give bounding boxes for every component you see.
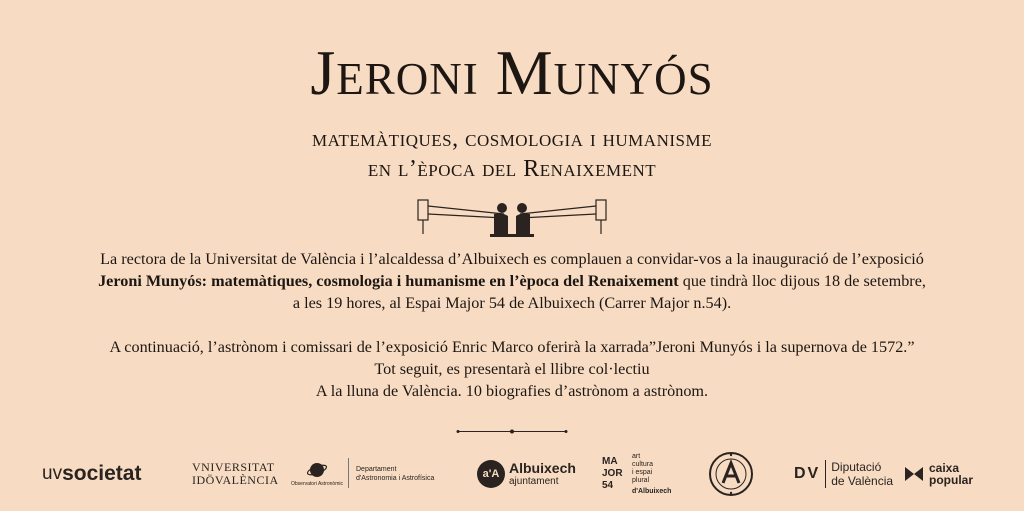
major-line-3: i espai (632, 468, 653, 476)
major-54-logo (602, 446, 671, 502)
albuixech-mark: a'A (477, 460, 505, 488)
observatory-name: Observatori Astronòmic (291, 481, 343, 487)
subtitle-line-2: en l’època del Renaixement (367, 156, 657, 182)
major-54-letters: MA JOR 54 (602, 456, 623, 491)
albuixech-subtitle: ajuntament (509, 476, 559, 487)
decorative-divider-icon (456, 429, 568, 434)
department-line-2: d'Astronomia i Astrofísica (356, 475, 435, 482)
astronomical-society-seal (708, 446, 754, 502)
invitation-line-5: Tot seguit, es presentarà el llibre col·lectiu (374, 360, 650, 378)
diputacio-line-1: Diputació (831, 460, 882, 474)
caixa-popular-line-2: popular (929, 473, 973, 487)
astronomy-seal-icon (708, 451, 754, 497)
sponsor-logos (0, 446, 1024, 506)
invitation-line-4: A continuació, l’astrònom i comissari de l’exposició Enric Marco oferirà la xarrada”Jeroni Munyós i la supernova de 1572.” (109, 338, 915, 356)
universitat-valencia-logo (192, 446, 279, 502)
albuixech-logo (477, 446, 576, 502)
uv-societat-word: societat (62, 462, 142, 485)
diputacio-logo (794, 446, 893, 502)
department-line-1: Departament (356, 466, 397, 473)
invitation-line-6: A la lluna de València. 10 biografies d’astrònom a astrònom. (315, 382, 709, 400)
diputacio-line-2: de València (831, 474, 894, 488)
page-title: Jeroni Munyós (310, 37, 714, 108)
invitation-line-3: a les 19 hores, al Espai Major 54 de Albuixech (Carrer Major n.54). (292, 294, 732, 312)
diputacio-mark: DV (794, 465, 821, 482)
albuixech-name: Albuixech (509, 460, 576, 476)
caixa-popular-line-1: caixa (929, 461, 960, 475)
caixa-popular-icon (903, 463, 925, 485)
invitation-line-1: La rectora de la Universitat de València i l’alcaldessa d’Albuixech es complauen a convidar-vos a la inauguració de l’exposició (100, 250, 924, 268)
major-line-2: cultura (632, 460, 654, 468)
major-line-4: plural (632, 476, 650, 484)
major-line-1: art (632, 452, 641, 460)
observatori-logo (288, 446, 434, 502)
major-subtitle: d'Albuixech (632, 487, 672, 495)
invitation-text (40, 248, 984, 402)
caixa-popular-logo (903, 446, 973, 502)
uv-logo-line-2: IDÖVALÈNCIA (192, 473, 279, 487)
renaissance-ornament-icon (412, 194, 612, 240)
invitation-line-2 (40, 270, 984, 292)
observatory-icon (306, 460, 328, 480)
uv-societat-prefix: uv (42, 463, 63, 484)
exhibition-date: que tindrà lloc dijous 18 de setembre, (678, 272, 926, 290)
exhibition-title: Jeroni Munyós: matemàtiques, cosmologia i humanisme en l’època del Renaixement (98, 272, 679, 290)
subtitle-line-1: matemàtiques, cosmologia i humanisme (312, 126, 712, 152)
uv-logo-line-1: VNIVERSITAT (192, 460, 275, 474)
uv-societat-logo (42, 446, 141, 502)
